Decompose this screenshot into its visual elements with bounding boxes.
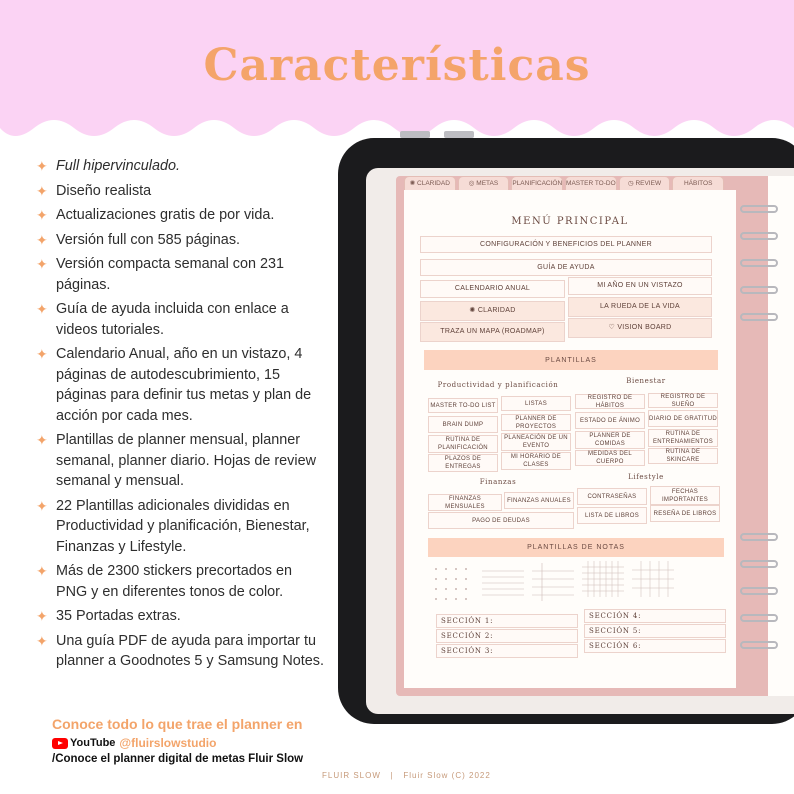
sparkle-icon: ✦	[36, 301, 48, 317]
sparkle-icon: ✦	[36, 497, 48, 514]
section-1-field[interactable]: SECCIÓN 1:	[436, 614, 578, 628]
template-item[interactable]: FINANZAS MENSUALES	[428, 494, 502, 511]
youtube-logo: YouTube	[52, 737, 115, 749]
tab-metas[interactable]: ◎ METAS	[458, 176, 510, 192]
sparkle-icon: ✦	[36, 563, 48, 579]
menu-config-button[interactable]: CONFIGURACIÓN Y BENEFICIOS DEL PLANNER	[420, 236, 712, 253]
template-item[interactable]: ESTADO DE ÁNIMO	[575, 412, 645, 429]
tab-review[interactable]: ◷ REVIEW	[619, 176, 671, 192]
feature-item: ✦ Versión compacta semanal con 231 páginas.	[36, 256, 284, 293]
section-4-field[interactable]: SECCIÓN 4:	[584, 609, 726, 623]
lifestyle-heading: Lifestyle	[628, 473, 664, 481]
footer	[322, 771, 491, 780]
template-item[interactable]: RUTINA DE PLANIFICACIÓN	[428, 435, 498, 453]
template-item[interactable]: MASTER TO-DO LIST	[428, 398, 498, 413]
tab-planificacion[interactable]: PLANIFICACIÓN	[511, 176, 563, 192]
tab-claridad[interactable]: ✺ CLARIDAD	[404, 176, 456, 192]
sparkle-icon: ✦	[36, 608, 48, 624]
section-2-field[interactable]: SECCIÓN 2:	[436, 629, 578, 643]
sparkle-icon: ✦	[36, 256, 48, 272]
heart-icon: ♡	[608, 324, 618, 331]
spiral-ring	[740, 587, 778, 595]
lined-thumbnail[interactable]	[482, 565, 526, 603]
menu-vision-button[interactable]: ♡ VISION BOARD	[568, 318, 712, 338]
menu-title: MENÚ PRINCIPAL	[511, 216, 629, 227]
template-item[interactable]: PLANNER DE PROYECTOS	[501, 414, 571, 431]
spiral-ring	[740, 641, 778, 649]
spiral-ring	[740, 205, 778, 213]
template-item[interactable]: RUTINA DE SKINCARE	[648, 448, 718, 464]
template-item[interactable]: MEDIDAS DEL CUERPO	[575, 450, 645, 466]
tab-master-todo[interactable]: MASTER TO-DO	[565, 176, 617, 192]
feature-item: ✦ Diseño realista	[36, 181, 326, 202]
grid-thumbnail[interactable]	[582, 561, 626, 599]
section-6-field[interactable]: SECCIÓN 6:	[584, 639, 726, 653]
template-item[interactable]: RESEÑA DE LIBROS	[650, 505, 720, 522]
feature-item: ✦ Versión full con 585 páginas.	[36, 230, 326, 251]
promo-block	[52, 716, 352, 765]
template-item[interactable]: BRAIN DUMP	[428, 416, 498, 433]
grid-large-thumbnail[interactable]	[632, 561, 676, 599]
sparkle-icon: ✦	[36, 158, 48, 174]
sparkle-icon: ✦	[36, 207, 48, 223]
bienestar-heading: Bienestar	[626, 377, 666, 385]
youtube-handle-link[interactable]: @fluirslowstudio	[119, 736, 217, 750]
sparkle-icon: ✦	[36, 231, 48, 248]
template-item[interactable]: PLAZOS DE ENTREGAS	[428, 454, 498, 472]
footer-separator: |	[390, 771, 394, 780]
feature-item: ✦ Full hipervinculado.	[36, 156, 326, 177]
spiral-ring	[740, 560, 778, 568]
youtube-row[interactable]	[52, 736, 352, 750]
feature-item: ✦ Plantillas de planner mensual, planner semanal, planner diario. Hojas de review semanal y mensual.	[36, 432, 316, 489]
promo-subtitle: /Conoce el planner digital de metas Fluir Slow	[52, 753, 304, 765]
section-5-field[interactable]: SECCIÓN 5:	[584, 624, 726, 638]
footer-copyright: Fluir Slow (C) 2022	[403, 771, 491, 780]
dot-grid-thumbnail[interactable]	[432, 565, 476, 603]
sparkle-icon: ✦	[36, 346, 48, 362]
template-item[interactable]: CONTRASEÑAS	[577, 488, 647, 505]
tablet-button	[400, 131, 430, 138]
feature-item: ✦ Actualizaciones gratis de por vida.	[36, 205, 326, 226]
menu-wheel-button[interactable]: LA RUEDA DE LA VIDA	[568, 297, 712, 317]
section-3-field[interactable]: SECCIÓN 3:	[436, 644, 578, 658]
menu-guide-button[interactable]: GUÍA DE AYUDA	[420, 259, 712, 276]
promo-text: Conoce todo lo que trae el planner en	[52, 716, 303, 732]
page-title: Características	[203, 40, 591, 91]
feature-item: ✦ Calendario Anual, año en un vistazo, 4 páginas de autodescubrimiento, 15 páginas para definir tus metas y plan de acción por cada mes.	[36, 346, 312, 424]
feature-item: ✦ 22 Plantillas adicionales divididas en Productividad y planificación, Bienestar, Finanzas y Lifestyle.	[36, 497, 310, 555]
plantillas-band: PLANTILLAS	[424, 350, 718, 370]
spiral-ring	[740, 259, 778, 267]
feature-item: ✦ Una guía PDF de ayuda para importar tu planner a Goodnotes 5 y Samsung Notes.	[36, 632, 324, 669]
cornell-thumbnail[interactable]	[532, 563, 576, 601]
template-item[interactable]: PLANEACIÓN DE UN EVENTO	[501, 433, 571, 451]
tablet-button	[444, 131, 474, 138]
sparkle-icon: ✦	[36, 432, 48, 448]
finanzas-heading: Finanzas	[479, 478, 517, 486]
template-item[interactable]: LISTA DE LIBROS	[577, 507, 647, 524]
feature-item: ✦ 35 Portadas extras.	[36, 606, 326, 627]
sparkle-icon: ✦	[36, 182, 48, 199]
template-item[interactable]: FECHAS IMPORTANTES	[650, 486, 720, 505]
notas-band: PLANTILLAS DE NOTAS	[428, 538, 724, 557]
template-item[interactable]: PAGO DE DEUDAS	[428, 512, 574, 529]
template-item[interactable]: REGISTRO DE HÁBITOS	[575, 394, 645, 409]
tab-habitos[interactable]: HÁBITOS	[672, 176, 724, 192]
footer-brand: FLUIR SLOW	[322, 771, 381, 780]
spiral-ring	[740, 533, 778, 541]
productividad-heading: Productividad y planificación	[437, 381, 559, 389]
template-item[interactable]: REGISTRO DE SUEÑO	[648, 393, 718, 408]
feature-list	[36, 156, 326, 676]
sparkle-icon: ✦	[36, 632, 48, 649]
menu-roadmap-button[interactable]: TRAZA UN MAPA (ROADMAP)	[420, 322, 565, 342]
spiral-ring	[740, 286, 778, 294]
spiral-ring	[740, 313, 778, 321]
template-item[interactable]: RUTINA DE ENTRENAMIENTOS	[648, 429, 718, 447]
feature-item: ✦ Más de 2300 stickers precortados en PNG y en diferentes tonos de color.	[36, 563, 292, 600]
feature-item: ✦ Guía de ayuda incluida con enlace a videos tutoriales.	[36, 301, 289, 338]
youtube-play-icon	[52, 738, 68, 749]
menu-year-button[interactable]: MI AÑO EN UN VISTAZO	[568, 277, 712, 295]
template-item[interactable]: MI HORARIO DE CLASES	[501, 452, 571, 470]
spiral-ring	[740, 232, 778, 240]
template-item[interactable]: LISTAS	[501, 396, 571, 411]
template-item[interactable]: PLANNER DE COMIDAS	[575, 431, 645, 449]
spiral-ring	[740, 614, 778, 622]
menu-clarity-button[interactable]: ✺ CLARIDAD	[420, 301, 565, 321]
template-item[interactable]: DIARIO DE GRATITUD	[648, 410, 718, 427]
menu-annual-button[interactable]: CALENDARIO ANUAL	[420, 280, 565, 298]
template-item[interactable]: FINANZAS ANUALES	[504, 492, 574, 509]
sun-icon: ✺	[469, 307, 478, 314]
